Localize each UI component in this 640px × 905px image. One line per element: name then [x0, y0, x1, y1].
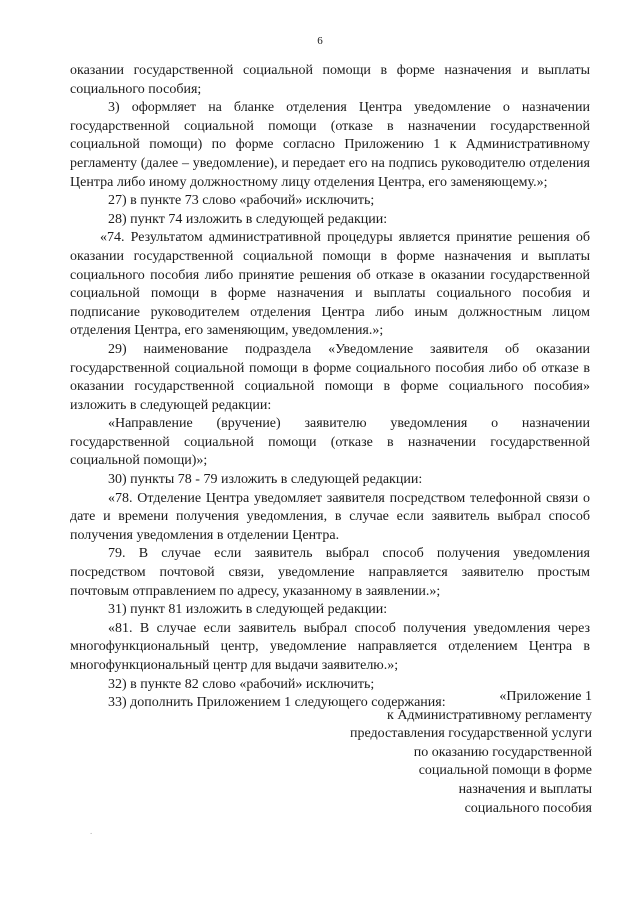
paragraph-item-32: 32) в пункте 82 слово «рабочий» исключить; [108, 676, 375, 692]
paragraph-item-3: 3) оформляет на бланке отделения Центра уведомление о назначении государственной социальной помощи (отказе в назначении государственной социальной помощи) по форме согласно Приложению 1 к Административному регламенту (далее – уведомление), и передает его на подпись руководителю отделения Центра либо иному должностному лицу отделения Центра, его заменяющему.»; [70, 100, 590, 190]
appendix-line: социальной помощи в форме [418, 763, 592, 779]
paragraph-clause-74: «74. Результатом административной процедуры является принятие решения об оказании государственной социальной помощи в форме назначения и выплаты социального пособия либо принятие решения об отказе в оказании государственной социальной помощи в форме назначения и выплаты социального пособия и подписание руководителем отделения Центра либо иным должностным лицом отделения Центра, его заменяющим, уведомления.»; [70, 230, 590, 339]
paragraph-clause-78: «78. Отделение Центра уведомляет заявителя посредством телефонной связи о дате и времени получения уведомления, в случае если заявитель выбрал способ получения уведомления в отделении Центра. [70, 490, 590, 543]
paragraph-item-27: 27) в пункте 73 слово «рабочий» исключить; [108, 193, 375, 209]
appendix-line: по оказанию государственной [413, 744, 592, 760]
paragraph-clause-79: 79. В случае если заявитель выбрал способ получения уведомления посредством почтовой связи, уведомление направляется заявителю простым почтовым отправлением по адресу, указанному в заявлении.»; [70, 546, 590, 599]
paragraph-clause-81: «81. В случае если заявитель выбрал способ получения уведомления через многофункциональный центр, уведомление направляется отделением Центра в многофункциональный центр для выдачи заявителю.»; [70, 620, 590, 673]
appendix-line: социального пособия [464, 800, 592, 816]
paragraph-item-29: 29) наименование подраздела «Уведомление заявителя об оказании государственной социальной помощи в форме социального пособия либо об отказе в оказании государственной социальной помощи в форме социального пособия» изложить в следующей редакции: [70, 341, 590, 413]
paragraph-continuation: оказании государственной социальной помощи в форме назначения и выплаты социального пособия; [70, 63, 590, 97]
paragraph-item-33: 33) дополнить Приложением 1 следующего содержания: [108, 695, 446, 711]
appendix-line: назначения и выплаты [458, 781, 592, 797]
margin-mark: . [90, 826, 93, 836]
appendix-line: к Административному регламенту [387, 707, 592, 723]
paragraph-item-30: 30) пункты 78 - 79 изложить в следующей редакции: [108, 472, 423, 488]
appendix-line: предоставления государственной услуги [350, 726, 592, 742]
paragraph-item-28: 28) пункт 74 изложить в следующей редакции: [108, 211, 388, 227]
document-body [70, 62, 590, 713]
paragraph-subsection-title: «Направление (вручение) заявителю уведомления о назначении государственной социальной помощи (отказе в назначении государственной социальной помощи)»; [70, 416, 590, 469]
page-number: 6 [317, 35, 323, 47]
appendix-line: «Приложение 1 [499, 689, 592, 704]
paragraph-item-31: 31) пункт 81 изложить в следующей редакции: [108, 602, 388, 618]
appendix-heading [350, 688, 592, 818]
